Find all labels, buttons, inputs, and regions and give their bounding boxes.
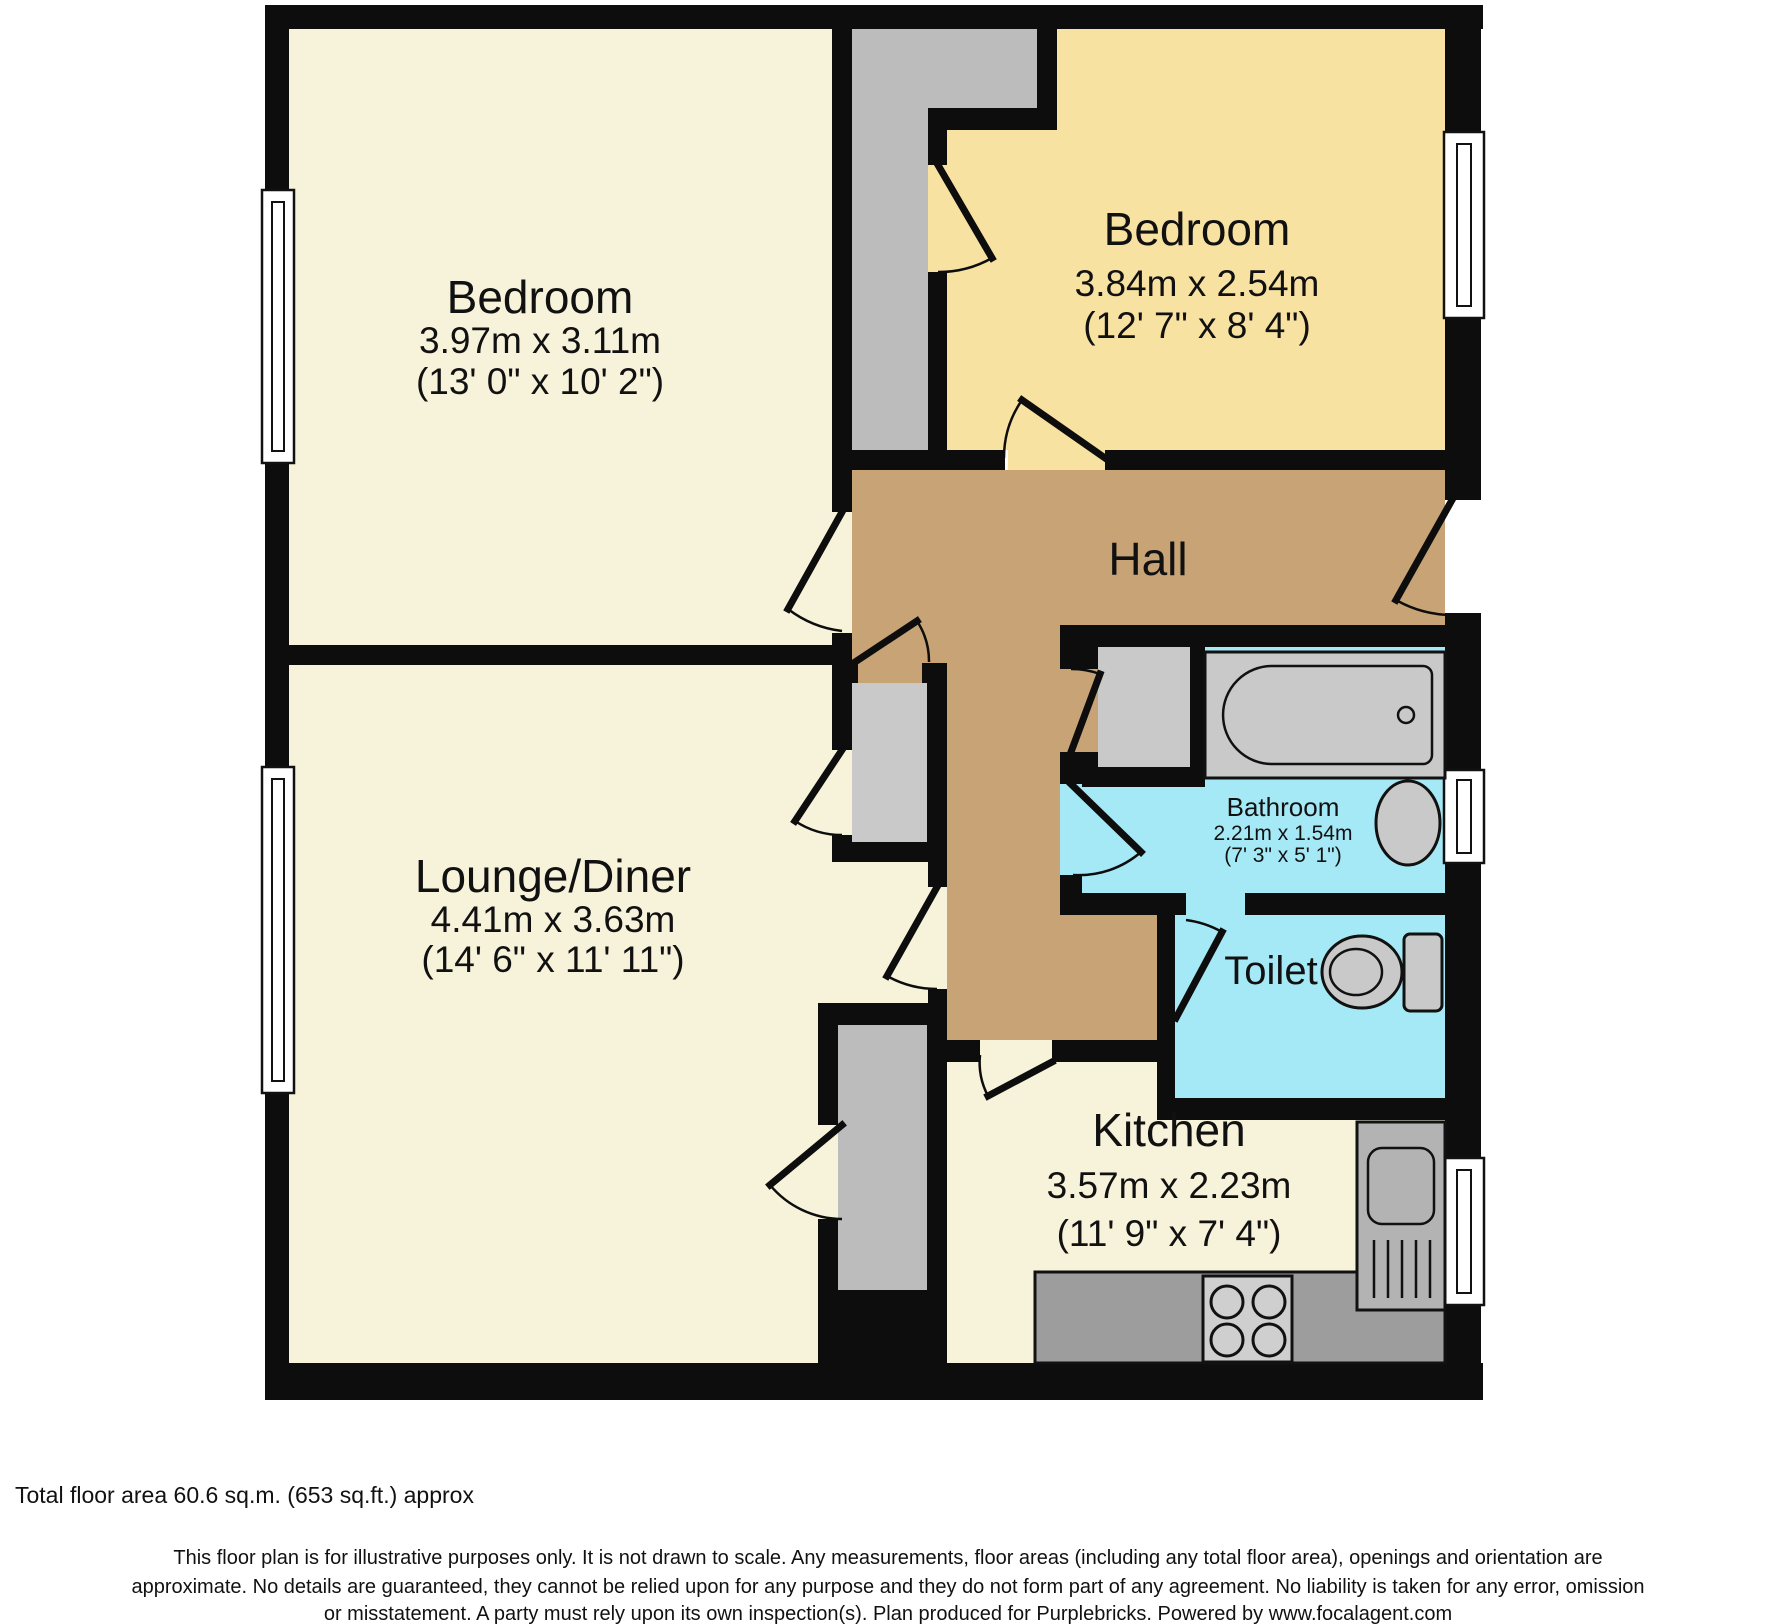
- disclaimer-line-1: This floor plan is for illustrative purposes only. It is not drawn to scale. Any measurements, floor areas (including any total floor area), openings and orientation are: [173, 1547, 1603, 1569]
- hall-cupboard-floor: [852, 683, 927, 842]
- kitchen-name: Kitchen: [1092, 1104, 1246, 1156]
- bedroom-2-name: Bedroom: [1103, 203, 1291, 255]
- wall-segment: [1157, 915, 1175, 1115]
- sink-fixture: [1357, 1122, 1445, 1310]
- bathtub-fixture: [1205, 652, 1445, 778]
- hall-name: Hall: [1108, 533, 1188, 585]
- toilet-name: Toilet: [1224, 949, 1318, 993]
- window-bedroom-1: [262, 190, 294, 463]
- bathroom-name: Bathroom: [1226, 792, 1340, 822]
- total-floor-area: Total floor area 60.6 sq.m. (653 sq.ft.) approx: [15, 1482, 474, 1508]
- bathroom-dims-imperial: (7' 3" x 5' 1"): [1224, 844, 1342, 867]
- bedroom-2-dims-metric: 3.84m x 2.54m: [1074, 263, 1320, 304]
- wall-segment: [928, 108, 1057, 130]
- doorway-toilet: [1186, 893, 1245, 915]
- lounge-cupboard-floor: [838, 1025, 927, 1290]
- airing-cupboard-floor: [1098, 647, 1190, 767]
- wall-segment: [1060, 893, 1445, 915]
- wall-segment: [265, 1363, 1483, 1400]
- wall-segment: [265, 645, 852, 665]
- doorway-bathroom: [1060, 784, 1082, 875]
- wall-segment: [818, 1312, 947, 1365]
- window-lounge: [262, 767, 294, 1093]
- lounge-diner-dims-imperial: (14' 6" x 11' 11"): [421, 939, 685, 980]
- window-bathroom: [1444, 770, 1484, 863]
- doorway-hall-cupboard: [858, 663, 922, 683]
- bedroom-1-dims-metric: 3.97m x 3.11m: [419, 320, 661, 361]
- doorway-bedroom-2: [1008, 450, 1105, 470]
- kitchen-dims-metric: 3.57m x 2.23m: [1046, 1165, 1292, 1206]
- disclaimer-line-2: approximate. No details are guaranteed, they cannot be relied upon for any purpose and they do not form part of any agreement. No liability is taken for any error, omission: [131, 1576, 1645, 1598]
- window-bedroom-2: [1444, 132, 1484, 318]
- bathroom-dims-metric: 2.21m x 1.54m: [1213, 822, 1353, 845]
- doorway-entrance: [1445, 500, 1481, 613]
- lounge-diner-name: Lounge/Diner: [414, 850, 692, 902]
- wall-segment: [947, 450, 1005, 470]
- wall-segment: [852, 450, 947, 470]
- bedroom-1-name: Bedroom: [446, 271, 634, 323]
- disclaimer-line-3: or misstatement. A party must rely upon its own inspection(s). Plan produced for Purplebricks. Powered by www.focalagent.com: [323, 1603, 1453, 1624]
- lounge-diner-dims-metric: 4.41m x 3.63m: [430, 899, 676, 940]
- wall-segment: [1105, 450, 1445, 470]
- wall-segment: [1060, 625, 1445, 647]
- kitchen-dims-imperial: (11' 9" x 7' 4"): [1056, 1213, 1282, 1254]
- basin-fixture: [1376, 781, 1440, 865]
- toilet-fixture: [1322, 934, 1442, 1011]
- wall-segment: [265, 5, 1483, 29]
- window-kitchen: [1444, 1158, 1484, 1305]
- footer: [15, 1482, 1645, 1624]
- hob-fixture: [1203, 1276, 1292, 1362]
- bedroom-1-dims-imperial: (13' 0" x 10' 2"): [415, 361, 665, 402]
- bedroom-2-dims-imperial: (12' 7" x 8' 4"): [1083, 305, 1311, 346]
- doorway-kitchen: [980, 1040, 1052, 1062]
